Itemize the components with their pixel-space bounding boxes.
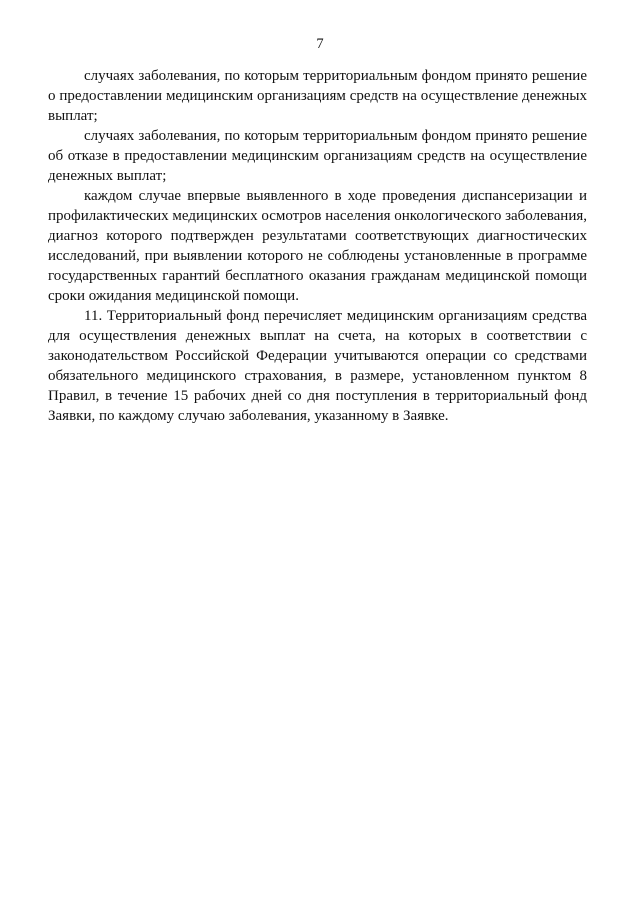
- paragraph-approved-cases: случаях заболевания, по которым территориальным фондом принято решение о предоставлении медицинским организациям средств на осуществление денежных выплат;: [48, 68, 587, 124]
- paragraph-refused-cases: случаях заболевания, по которым территориальным фондом принято решение об отказе в предоставлении медицинским организациям средств на осуществление денежных выплат;: [48, 128, 587, 184]
- page-number: 7: [316, 36, 324, 52]
- paragraph-oncology-cases: каждом случае впервые выявленного в ходе проведения диспансеризации и профилактических медицинских осмотров населения онкологического заболевания, диагноз которого подтвержден результатами соответствующих диагностических исследований, при выявлении которого не соблюдены установленные в программе государственных гарантий бесплатного оказания гражданам медицинской помощи сроки ожидания медицинской помощи.: [48, 188, 587, 304]
- document-body: [48, 66, 587, 426]
- paragraph-clause-11: 11. Территориальный фонд перечисляет медицинским организациям средства для осуществления денежных выплат на счета, на которых в соответствии с законодательством Российской Федерации учитываются операции со средствами обязательного медицинского страхования, в размере, установленном пунктом 8 Правил, в течение 15 рабочих дней со дня поступления в территориальный фонд Заявки, по каждому случаю заболевания, указанному в Заявке.: [48, 308, 587, 424]
